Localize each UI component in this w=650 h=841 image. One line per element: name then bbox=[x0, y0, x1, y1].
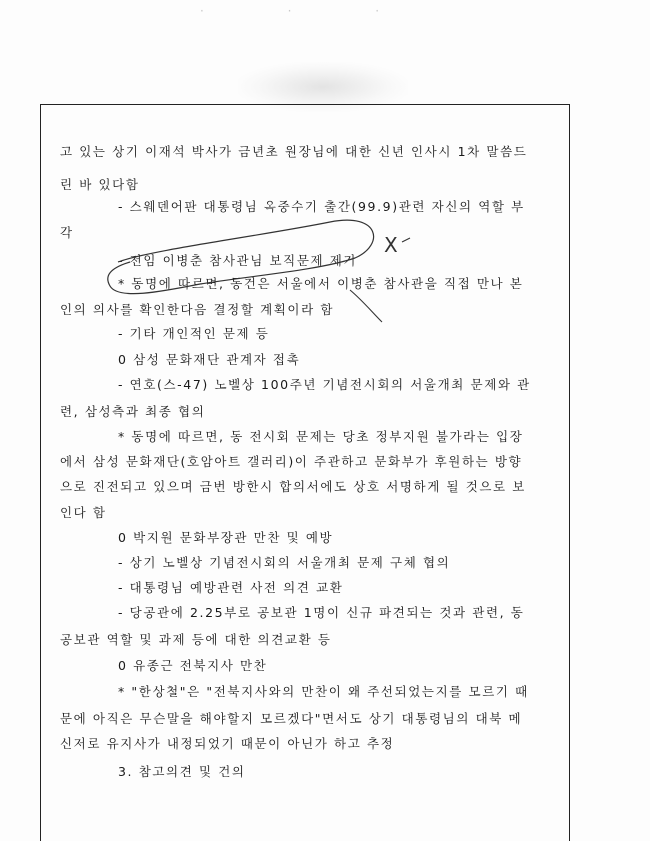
text-line: 고 있는 상기 이재석 박사가 금년초 원장님에 대한 신년 인사시 1차 말씀드 bbox=[60, 144, 528, 159]
text-line: - 기타 개인적인 문제 등 bbox=[118, 326, 270, 341]
text-line: 린 바 있다함 bbox=[60, 177, 140, 192]
scan-artifacts: · · · bbox=[200, 4, 420, 18]
text-line: 인다 함 bbox=[60, 505, 107, 520]
text-line: 0 삼성 문화재단 관계자 접촉 bbox=[118, 352, 301, 367]
text-line: - 전임 이병춘 참사관님 보직문제 제기 bbox=[118, 253, 358, 268]
text-line: 련, 삼성측과 최종 협의 bbox=[60, 404, 206, 419]
text-line: 문에 아직은 무슨말을 해야할지 모르겠다"면서도 상기 대통령님의 대북 메 bbox=[60, 711, 523, 726]
text-line: - 상기 노벨상 기념전시회의 서울개최 문제 구체 협의 bbox=[118, 555, 451, 570]
text-line: - 연호(스-47) 노벨상 100주년 기념전시회의 서울개최 문제와 관 bbox=[118, 377, 531, 392]
text-line: * "한상철"은 "전북지사와의 만찬이 왜 주선되었는지를 모르기 때 bbox=[118, 684, 529, 699]
text-line: 각 bbox=[60, 225, 74, 240]
text-line: - 대통령님 예방관련 사전 의견 교환 bbox=[118, 580, 344, 595]
text-line: 0 유종근 전북지사 만찬 bbox=[118, 658, 268, 673]
text-line: - 스웨덴어판 대통령님 옥중수기 출간(99.9)관련 자신의 역할 부 bbox=[118, 199, 525, 214]
text-line: 공보관 역할 및 과제 등에 대한 의견교환 등 bbox=[60, 632, 332, 647]
text-line: 에서 삼성 문화재단(호암아트 갤러리)이 주관하고 문화부가 후원하는 방향 bbox=[60, 454, 523, 469]
text-line: 0 박지원 문화부장관 만찬 및 예방 bbox=[118, 530, 334, 545]
text-line: - 당공관에 2.25부로 공보관 1명이 신규 파견되는 것과 관련, 동 bbox=[118, 605, 525, 620]
text-line: 신저로 유지사가 내정되었기 때문이 아닌가 하고 추정 bbox=[60, 736, 395, 751]
text-line: 인의 의사를 확인한다음 결정할 계획이라 함 bbox=[60, 302, 335, 317]
text-line: * 동명에 따르면, 동건은 서울에서 이병춘 참사관을 직접 만나 본 bbox=[118, 276, 524, 291]
text-line: * 동명에 따르면, 동 전시회 문제는 당초 정부지원 불가라는 입장 bbox=[118, 429, 524, 444]
text-line: 3. 참고의견 및 건의 bbox=[118, 764, 246, 779]
handwritten-x-mark: X bbox=[384, 233, 398, 257]
text-line: 으로 진전되고 있으며 금번 방한시 합의서에도 상호 서명하게 될 것으로 보 bbox=[60, 479, 526, 494]
